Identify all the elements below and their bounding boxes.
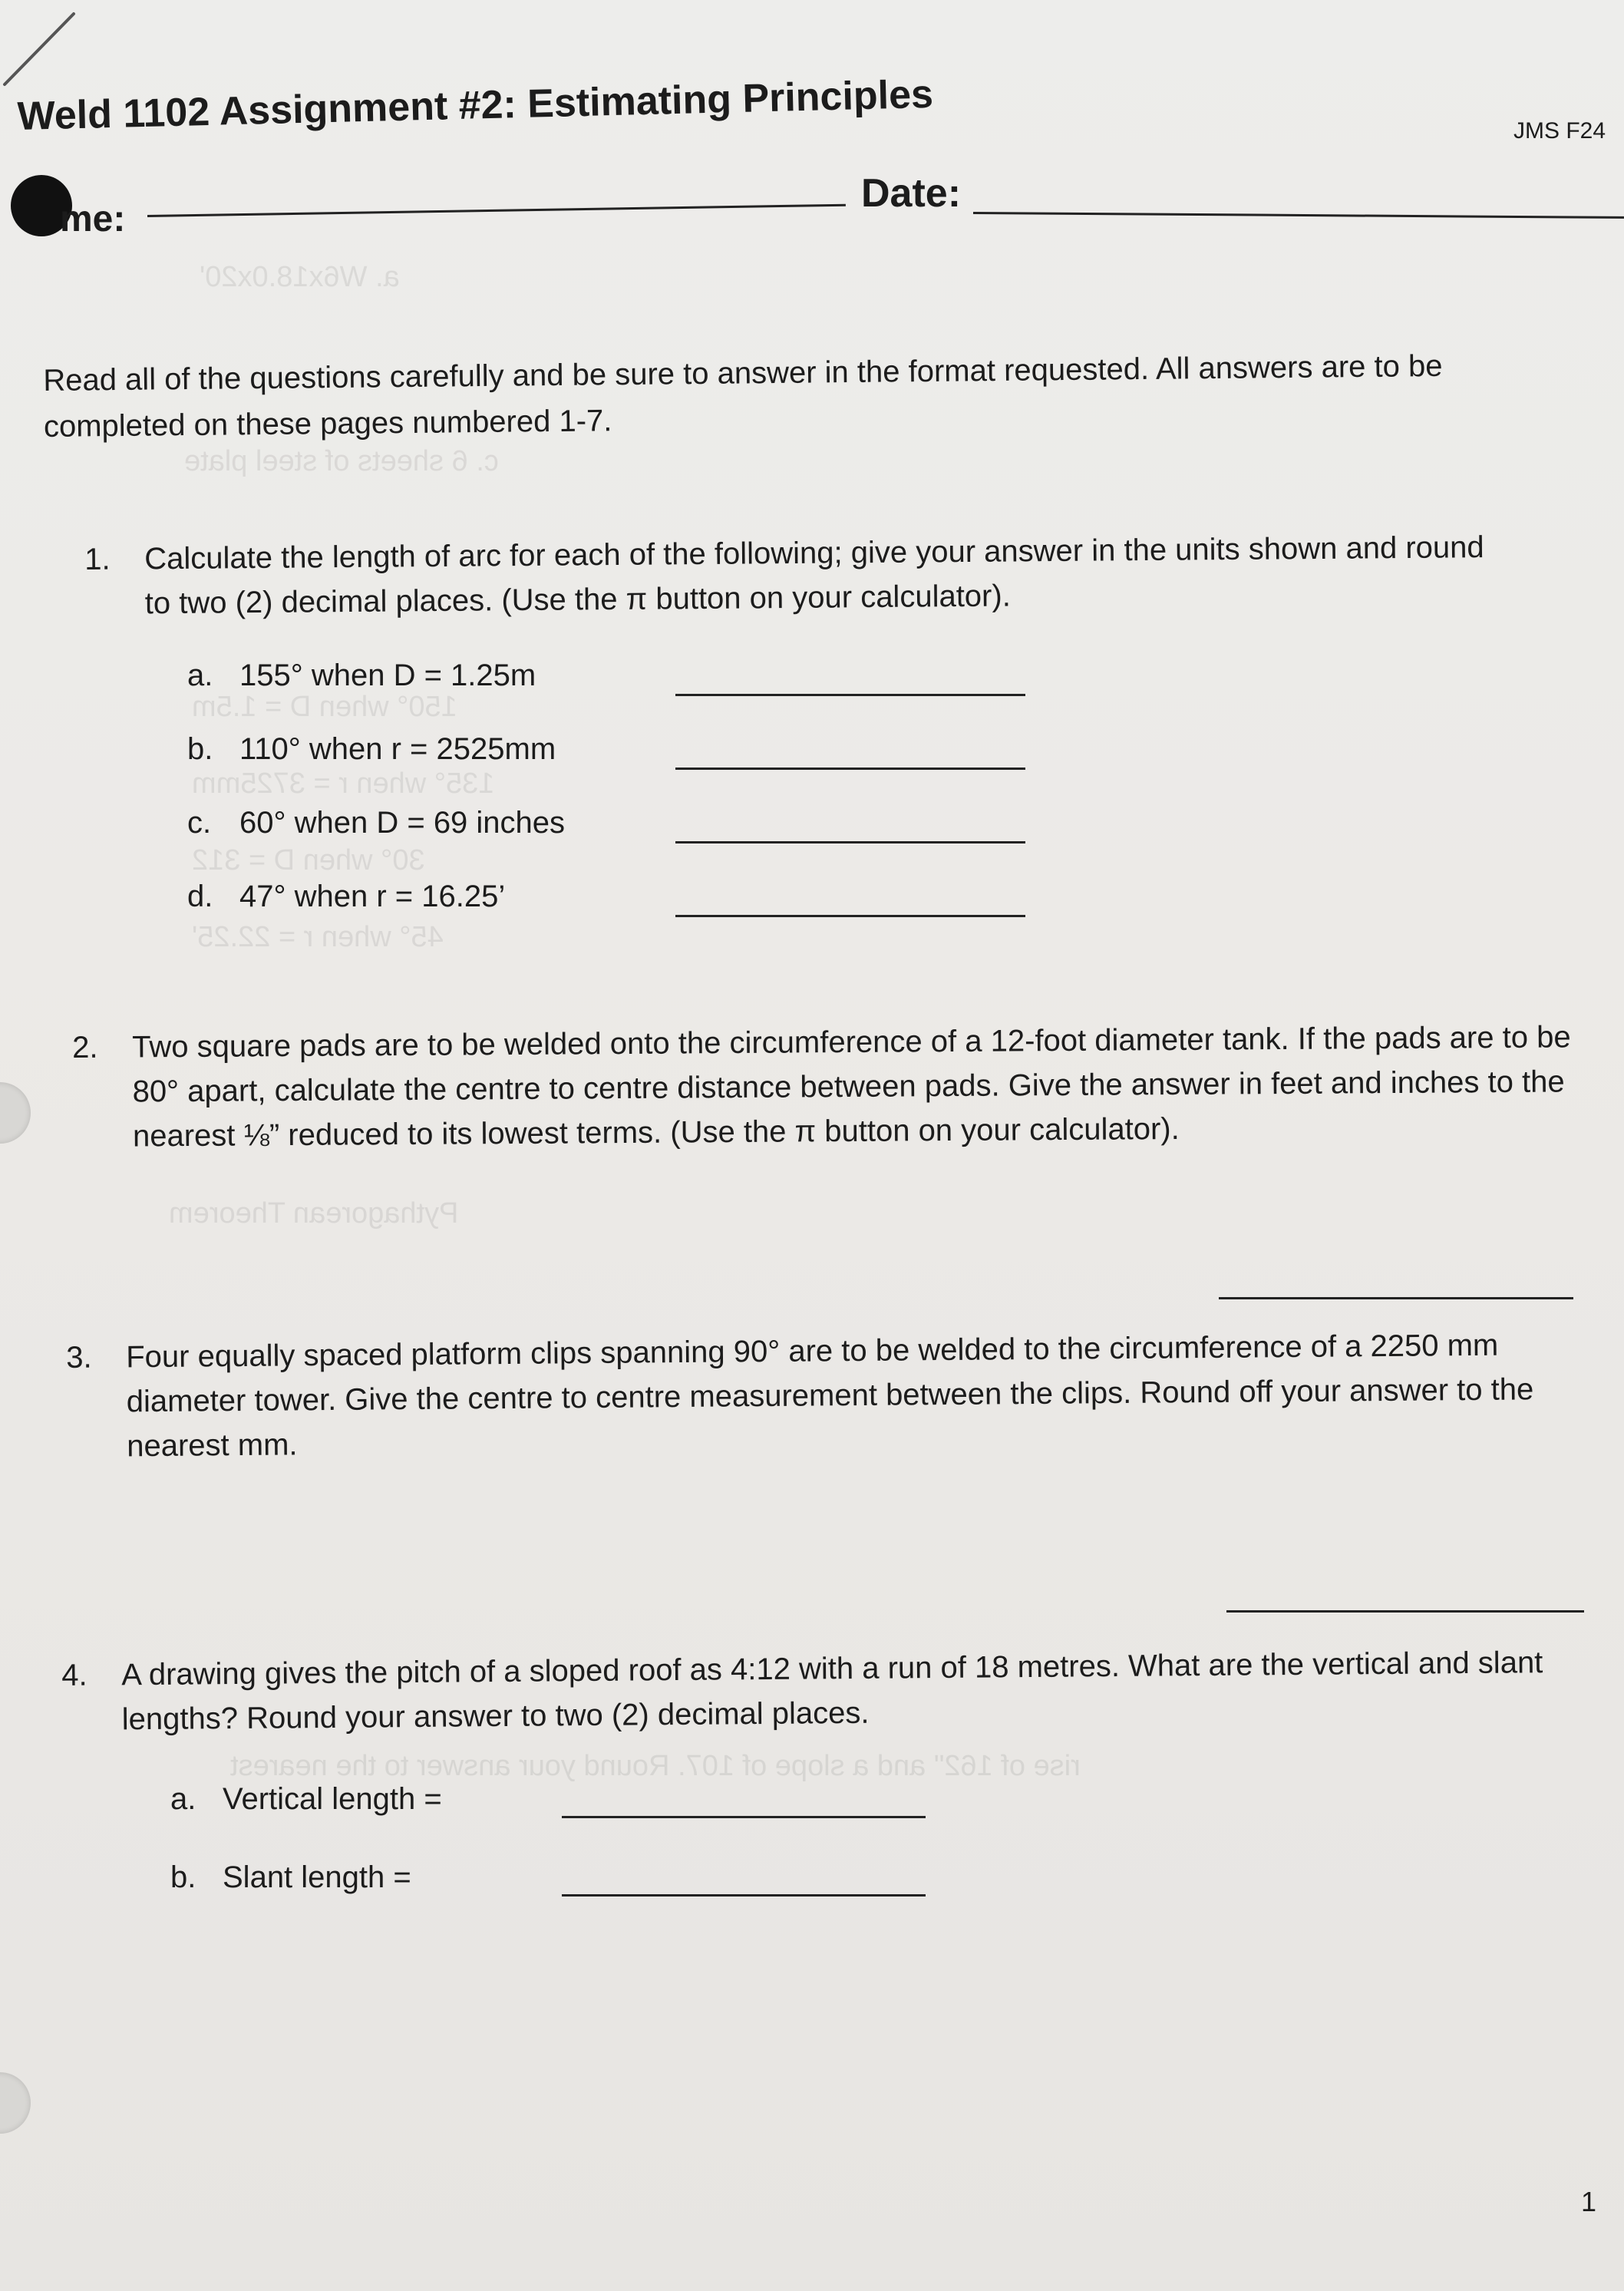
show-through-text: Pythagorean Theorem bbox=[169, 1197, 459, 1230]
course-code: JMS F24 bbox=[1513, 118, 1606, 144]
question-4-part-b bbox=[170, 1860, 411, 1895]
answer-line-1d[interactable] bbox=[675, 915, 1025, 917]
part-letter: a. bbox=[170, 1782, 196, 1816]
answer-line-1c[interactable] bbox=[675, 841, 1025, 843]
answer-line-2[interactable] bbox=[1219, 1297, 1573, 1299]
question-1-part-d bbox=[187, 880, 505, 914]
date-label: Date: bbox=[861, 171, 962, 216]
question-text: A drawing gives the pitch of a sloped roof as 4:12 with a run of 18 metres. What are the vertical and slant lengths? Round your answer to two (2) decimal places. bbox=[121, 1646, 1543, 1737]
show-through-text: 30° when D = 312 bbox=[192, 844, 425, 876]
part-letter: a. bbox=[187, 659, 213, 692]
part-letter: c. bbox=[187, 806, 212, 840]
show-through-text: 135° when r = 3725mm bbox=[192, 768, 495, 800]
question-4-part-a bbox=[170, 1782, 442, 1817]
show-through-text: a. W6x18.0x20' bbox=[200, 261, 400, 293]
part-letter: b. bbox=[187, 732, 213, 766]
question-4 bbox=[61, 1640, 1566, 1742]
part-text: 110° when r = 2525mm bbox=[239, 732, 556, 766]
part-text: Slant length = bbox=[223, 1860, 411, 1894]
pen-stroke bbox=[0, 0, 92, 100]
part-text: 47° when r = 16.25’ bbox=[239, 880, 506, 913]
answer-line-4a[interactable] bbox=[562, 1816, 926, 1818]
question-number: 2. bbox=[72, 1030, 98, 1065]
question-number: 1. bbox=[84, 542, 111, 576]
part-text: 155° when D = 1.25m bbox=[239, 659, 536, 692]
question-text: Two square pads are to be welded onto the circumference of a 12-foot diameter tank. If the pads are to be 80° apart, calculate the centre to centre distance between pads. Give the answer in feet and inches to the nearest ⅛” reduced to its lowest terms. (Use the π button on your calculator). bbox=[132, 1020, 1571, 1154]
name-field[interactable] bbox=[147, 204, 846, 217]
part-letter: b. bbox=[170, 1860, 196, 1894]
assignment-title: Weld 1102 Assignment #2: Estimating Principles bbox=[17, 71, 934, 139]
binder-hole-top bbox=[0, 1082, 31, 1144]
answer-line-4b[interactable] bbox=[562, 1894, 926, 1897]
question-1-part-c bbox=[187, 806, 565, 840]
part-letter: d. bbox=[187, 880, 213, 913]
part-text: 60° when D = 69 inches bbox=[239, 806, 566, 840]
question-1-part-b bbox=[187, 732, 556, 767]
question-text: Calculate the length of arc for each of the following; give your answer in the units shown and round to two (2) decimal places. (Use the π button on your calculator). bbox=[144, 530, 1484, 621]
answer-line-1b[interactable] bbox=[675, 768, 1025, 770]
part-text: Vertical length = bbox=[223, 1782, 442, 1816]
question-1-part-a bbox=[187, 659, 536, 693]
show-through-text: rise of 162" and a slope of 107. Round your answer to the nearest bbox=[230, 1750, 1081, 1782]
answer-line-1a[interactable] bbox=[675, 694, 1025, 696]
date-field[interactable] bbox=[973, 212, 1624, 219]
show-through-text: c. 6 sheets of steel plate bbox=[184, 445, 499, 477]
name-label: me: bbox=[60, 199, 126, 239]
answer-line-3[interactable] bbox=[1226, 1610, 1584, 1613]
show-through-text: 150° when D = 1.5m bbox=[192, 691, 457, 723]
question-2 bbox=[72, 1015, 1577, 1159]
show-through-text: 45° when r = 22.25' bbox=[192, 921, 444, 953]
question-1 bbox=[84, 525, 1505, 626]
question-number: 3. bbox=[66, 1340, 92, 1375]
instructions: Read all of the questions carefully and be sure to answer in the format requested. All answers are to be completed on these pages numbered 1-7. bbox=[43, 348, 1443, 444]
binder-hole-bottom bbox=[0, 2072, 31, 2134]
question-number: 4. bbox=[61, 1658, 87, 1692]
page-number: 1 bbox=[1581, 2186, 1597, 2217]
question-3 bbox=[66, 1322, 1571, 1469]
question-text: Four equally spaced platform clips spanning 90° are to be welded to the circumference of a 2250 mm diameter tower. Give the centre to centre measurement between the clips. Round off your answer to the nearest mm. bbox=[126, 1328, 1534, 1464]
